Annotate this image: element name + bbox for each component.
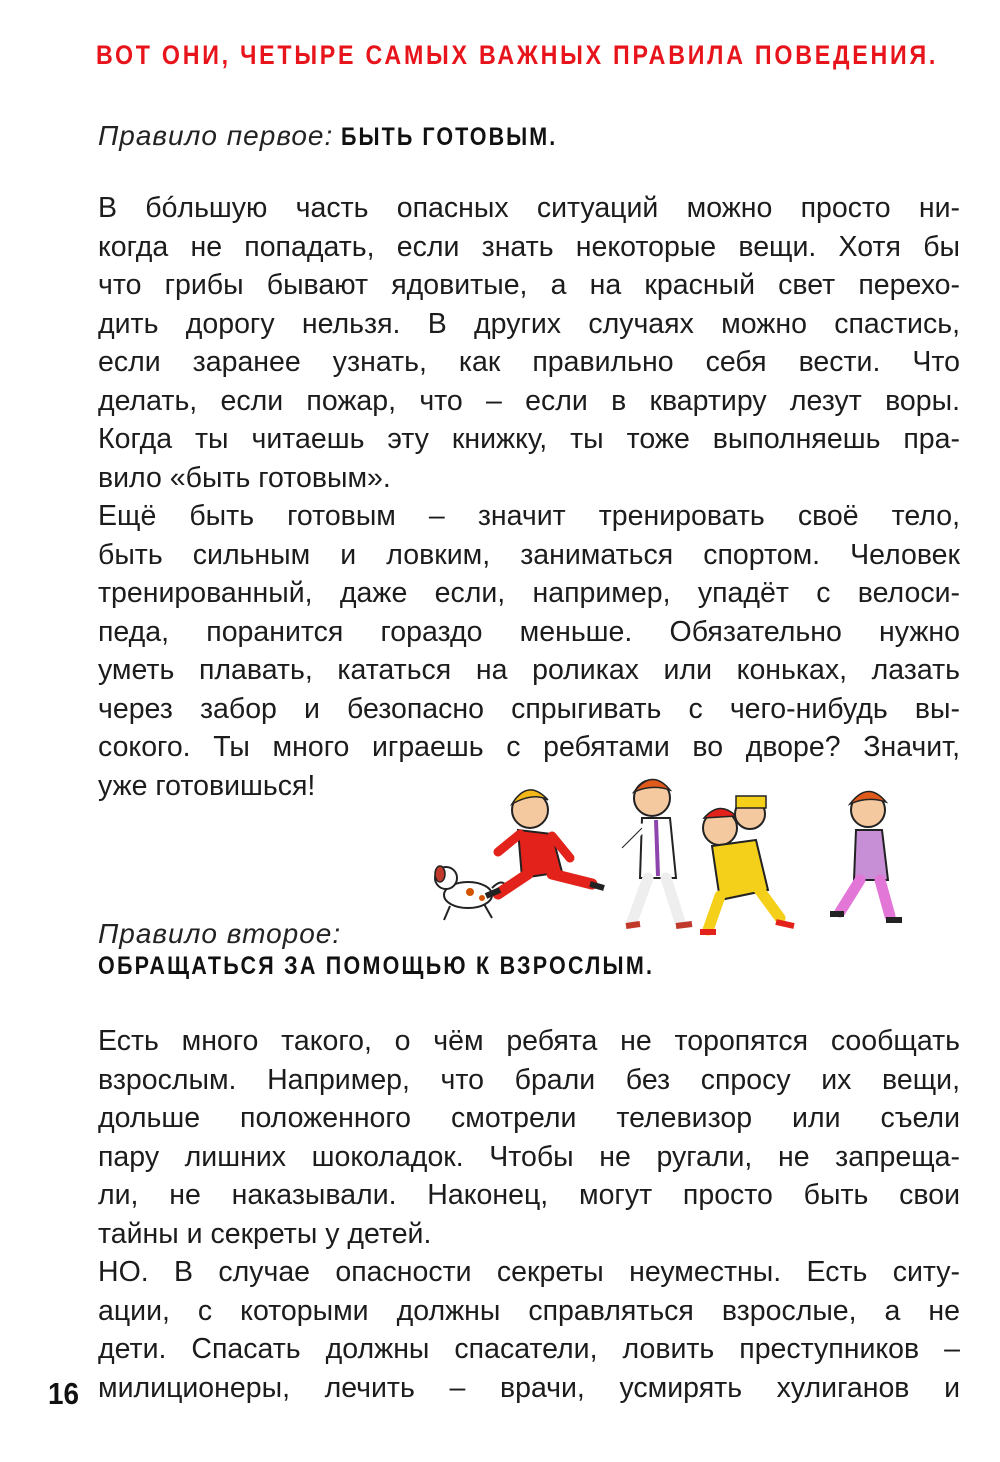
- child-pink-figure: [830, 791, 902, 920]
- rule2-paragraph-2: [98, 1253, 960, 1407]
- text-line: пару лишних шоколадок. Чтобы не ругали, не запреща-: [98, 1140, 960, 1173]
- text-line: ли, не наказывали. Наконец, могут просто быть свои: [98, 1179, 960, 1211]
- text-line: тайны и секреты у детей.: [98, 1217, 432, 1250]
- text-line: что грибы бывают ядовитые, а на красный свет перехо-: [98, 269, 960, 301]
- text-line: Когда ты читаешь эту книжку, ты тоже выполняешь пра-: [98, 423, 960, 455]
- text-line: НО. В случае опасности секреты неуместны. Есть ситу-: [98, 1256, 960, 1288]
- text-line: дети. Спасать должны спасатели, ловить преступников –: [98, 1333, 960, 1365]
- rule1-intro: Правило первое:: [98, 120, 334, 151]
- text-line: В бóльшую часть опасных ситуаций можно просто ни-: [98, 192, 960, 224]
- text-line: сокого. Ты много играешь с ребятами во дворе? Значит,: [98, 731, 960, 763]
- text-line: тренированный, даже если, например, упадёт с велоси-: [98, 577, 960, 609]
- text-line: педа, поранится гораздо меньше. Обязательно нужно: [98, 615, 960, 648]
- text-line: взрослым. Например, что брали без спросу их вещи,: [98, 1063, 960, 1096]
- text-line: дить дорогу нельзя. В других случаях можно спастись,: [98, 307, 960, 340]
- text-line: делать, если пожар, что – если в квартиру лезут воры.: [98, 384, 960, 417]
- rule2-heading: [98, 918, 341, 950]
- text-line: дольше положенного смотрели телевизор или съели: [98, 1102, 960, 1134]
- child-red-figure: [486, 790, 604, 896]
- rule2-name: ОБРАЩАТЬСЯ ЗА ПОМОЩЬЮ К ВЗРОСЛЫМ.: [98, 952, 655, 980]
- text-line: уметь плавать, кататься на роликах или коньках, лазать: [98, 654, 960, 686]
- text-line: вило «быть готовым».: [98, 461, 391, 494]
- rule2-paragraph-1: [98, 1022, 960, 1253]
- page-number: 16: [48, 1376, 80, 1411]
- text-line: Ещё быть готовым – значит тренировать своё тело,: [98, 500, 960, 532]
- text-line: через забор и безопасно спрыгивать с чего-нибудь вы-: [98, 692, 960, 725]
- child-yellow-figure: [700, 796, 794, 932]
- page-title: ВОТ ОНИ, ЧЕТЫРЕ САМЫХ ВАЖНЫХ ПРАВИЛА ПОВЕДЕНИЯ.: [96, 40, 939, 70]
- rule1-heading: [98, 120, 593, 152]
- text-line: быть сильным и ловким, заниматься спортом. Человек: [98, 538, 960, 571]
- rule1-paragraph-2: [98, 497, 960, 805]
- rule2-intro: Правило второе:: [98, 918, 342, 949]
- rule1-name: БЫТЬ ГОТОВЫМ.: [341, 123, 558, 151]
- text-line: милиционеры, лечить – врачи, усмирять хулиганов и: [98, 1371, 960, 1404]
- rule1-paragraph-1: [98, 189, 960, 497]
- text-line: ации, с которыми должны справляться взрослые, а не: [98, 1294, 960, 1327]
- text-line: когда не попадать, если знать некоторые вещи. Хотя бы: [98, 230, 960, 263]
- running-children-illustration: [420, 770, 920, 950]
- text-line: Есть много такого, о чём ребята не торопятся сообщать: [98, 1025, 960, 1057]
- child-white-figure: [622, 779, 692, 926]
- text-line: если заранее узнать, как правильно себя вести. Что: [98, 346, 960, 378]
- text-line: уже готовишься!: [98, 769, 316, 802]
